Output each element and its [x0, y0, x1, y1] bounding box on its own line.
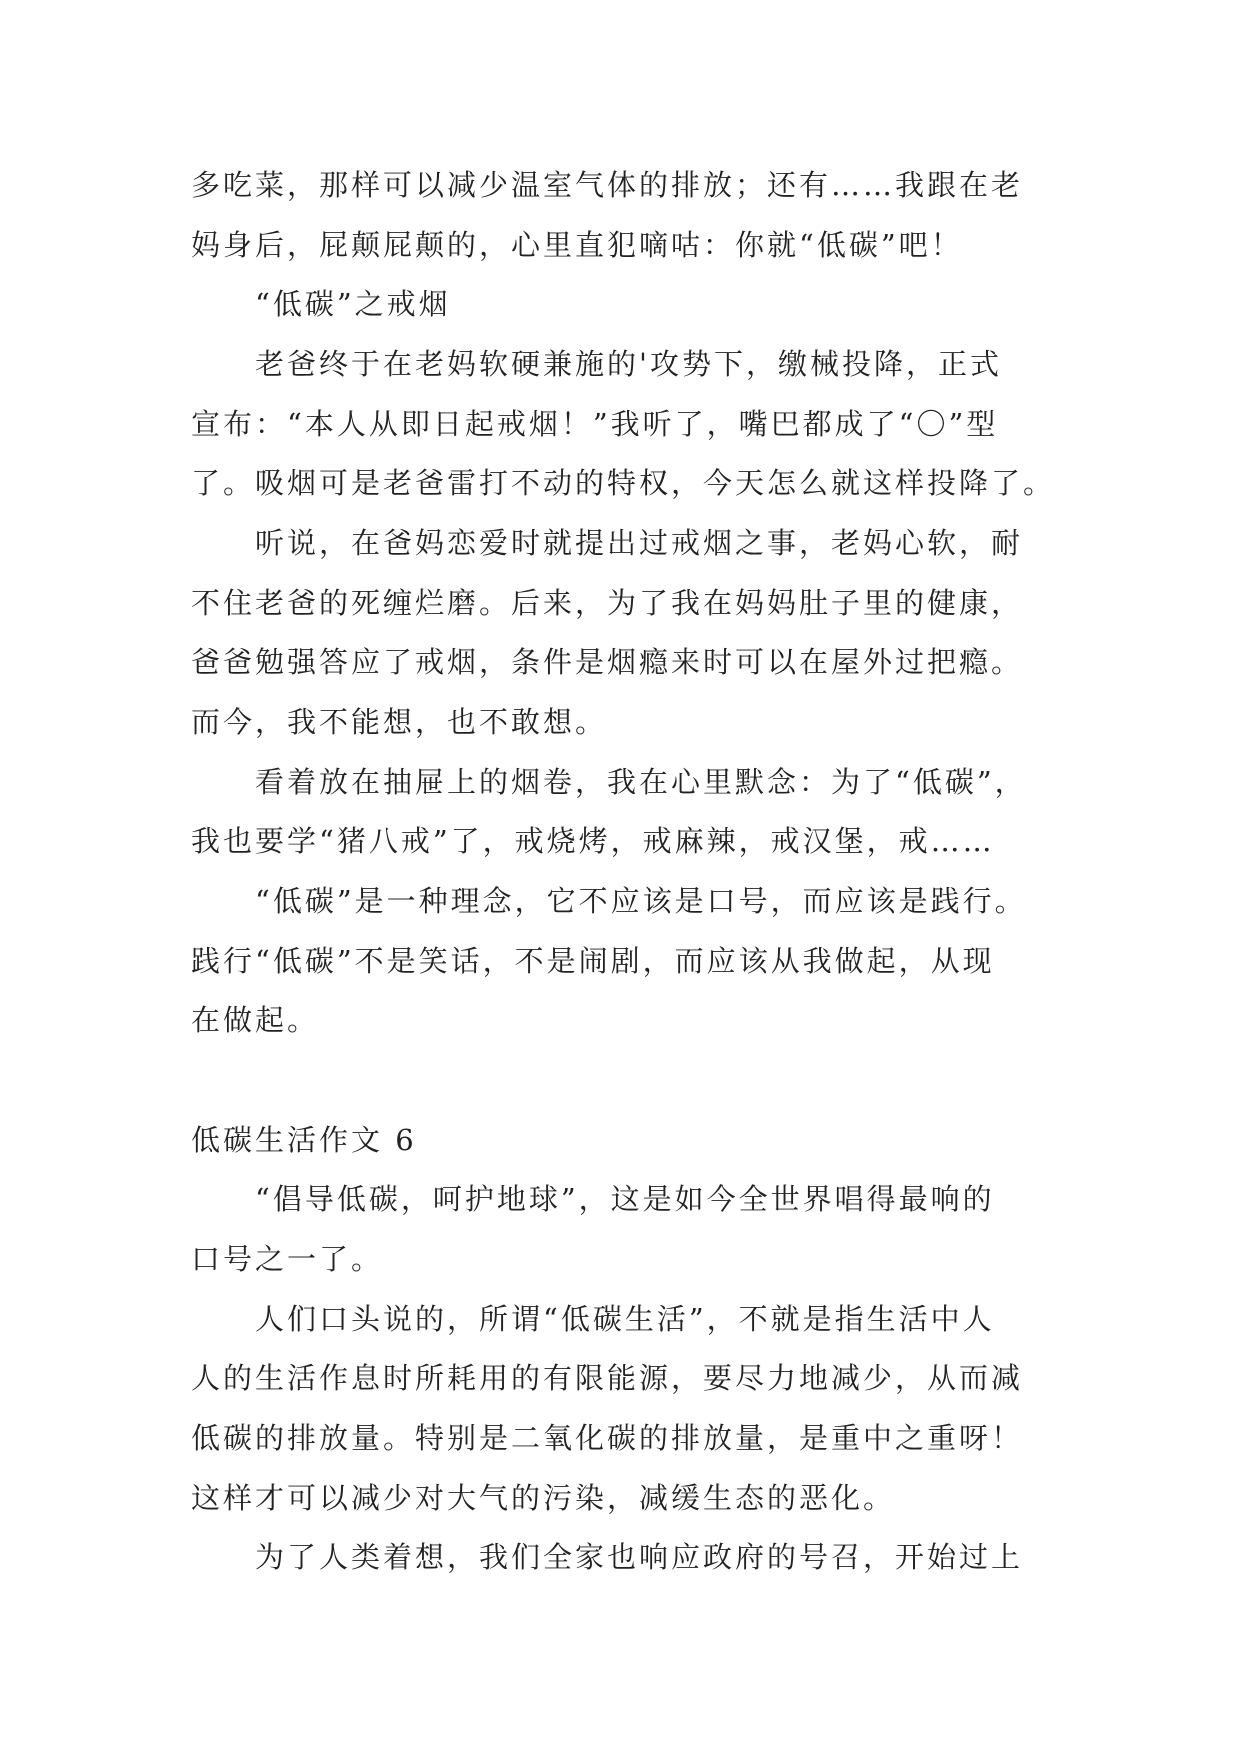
body-text-line: 人们口头说的，所谓“低碳生活”，不就是指生活中人 [255, 1302, 995, 1336]
body-text-line: 听说，在爸妈恋爱时就提出过戒烟之事，老妈心软，耐 [255, 526, 1024, 560]
body-text-line: 爸爸勉强答应了戒烟，条件是烟瘾来时可以在屋外过把瘾。 [191, 645, 1024, 679]
body-text-line: 宣布：“本人从即日起戒烟！”我听了，嘴巴都成了“〇”型 [191, 407, 999, 441]
body-text-line: 了。吸烟可是老爸雷打不动的特权，今天怎么就这样投降了。 [191, 466, 1056, 500]
body-text-line: 低碳的排放量。特别是二氧化碳的排放量，是重中之重呀！ [191, 1421, 1024, 1455]
body-text-line: 我也要学“猪八戒”了，戒烧烤，戒麻辣，戒汉堡，戒…… [191, 824, 995, 858]
section-heading: “低碳”之戒烟 [255, 287, 451, 321]
body-text-line: 老爸终于在老妈软硬兼施的'攻势下，缴械投降，正式 [255, 347, 1002, 381]
body-text-line: 在做起。 [191, 1003, 320, 1037]
body-text-line: 而今，我不能想，也不敢想。 [191, 705, 608, 739]
body-text-line: 口号之一了。 [191, 1242, 384, 1276]
body-text-line: 妈身后，屁颠屁颠的，心里直犯嘀咕：你就“低碳”吧！ [191, 228, 963, 262]
body-text-line: 不住老爸的死缠烂磨。后来，为了我在妈妈肚子里的健康， [191, 586, 1024, 620]
body-text-line: 人的生活作息时所耗用的有限能源，要尽力地减少，从而减 [191, 1361, 1024, 1395]
body-text-line: 看着放在抽屉上的烟卷，我在心里默念：为了“低碳”， [255, 765, 1027, 799]
body-text-line: 多吃菜，那样可以减少温室气体的排放；还有……我跟在老 [191, 168, 1024, 202]
body-text-line: “倡导低碳，呵护地球”，这是如今全世界唱得最响的 [255, 1182, 995, 1216]
article-title: 低碳生活作文 6 [191, 1123, 417, 1157]
body-text-line: 为了人类着想，我们全家也响应政府的号召，开始过上 [255, 1540, 1024, 1574]
body-text-line: 践行“低碳”不是笑话，不是闹剧，而应该从我做起，从现 [191, 944, 995, 978]
body-text-line: 这样才可以减少对大气的污染，减缓生态的恶化。 [191, 1481, 896, 1515]
body-text-line: “低碳”是一种理念，它不应该是口号，而应该是践行。 [255, 884, 1027, 918]
